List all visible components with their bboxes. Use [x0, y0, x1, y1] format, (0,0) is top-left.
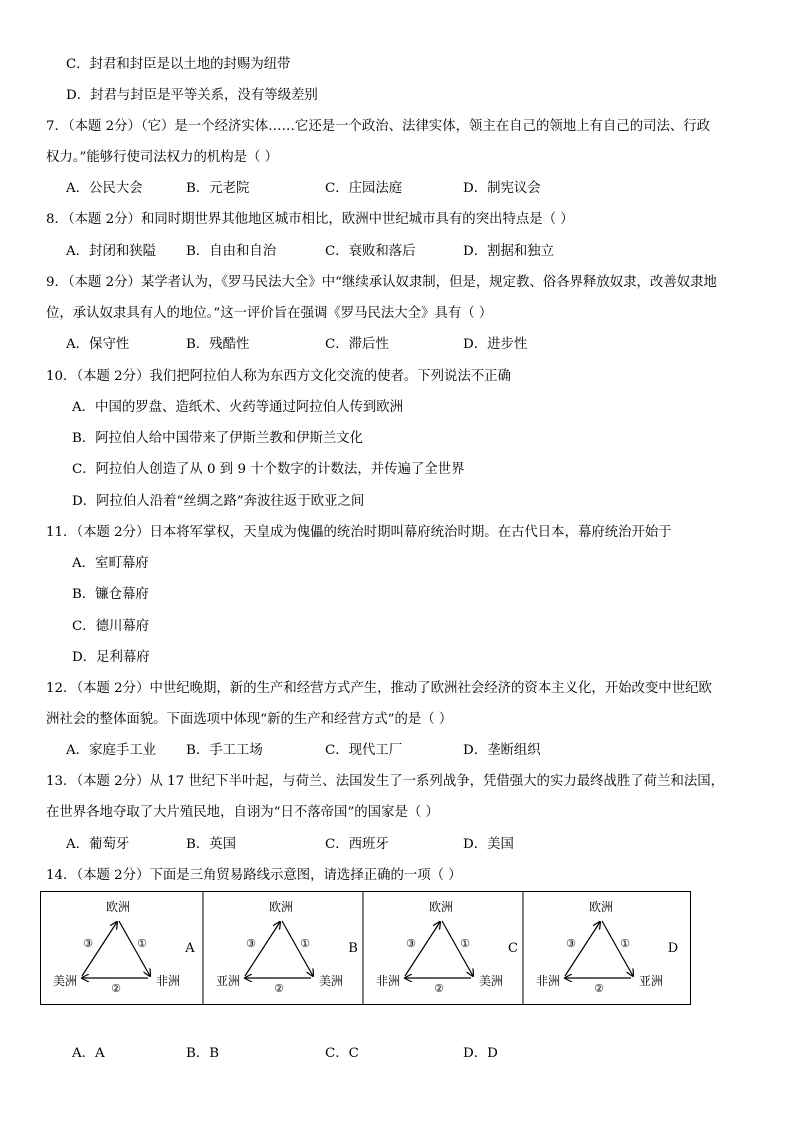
q8-option-d: D．割据和独立 — [463, 244, 555, 259]
q14-option-d: D．D — [463, 1046, 498, 1061]
region-left-label: 亚洲 — [215, 974, 241, 988]
route-mark-3: ③ — [566, 937, 576, 950]
q6-option-c: C．封君和封臣是以土地的封赐为纽带 — [66, 57, 291, 72]
q13-stem-line1: 13．（本题 2分）从 17 世纪下半叶起，与荷兰、法国发生了一系列战争，凭借强大的实力最终战胜了荷兰和法国， — [46, 774, 725, 789]
region-top-label: 欧洲 — [268, 900, 294, 914]
q7-option-d: D．制宪议会 — [463, 181, 541, 196]
route-mark-1: ① — [460, 937, 470, 950]
q13-option-b: B．英国 — [186, 837, 237, 852]
q8-option-b: B．自由和自治 — [186, 244, 277, 259]
q13-option-a: A．葡萄牙 — [66, 837, 130, 852]
region-right-label: 非洲 — [155, 974, 181, 988]
trade-panel-d — [536, 900, 678, 995]
q9-option-a: A．保守性 — [66, 337, 130, 352]
q11-option-c: C．德川幕府 — [72, 619, 150, 634]
trade-panel-b — [216, 900, 358, 995]
region-right-label: 美洲 — [318, 974, 344, 988]
q7-stem-line2: 权力。”能够行使司法权力的机构是（ ） — [46, 150, 279, 165]
q13-stem-line2: 在世界各地夺取了大片殖民地，自诩为“日不落帝国”的国家是（ ） — [46, 805, 439, 820]
route-mark-1: ① — [620, 937, 630, 950]
region-left-label: 美洲 — [52, 974, 78, 988]
q14-stem: 14．（本题 2分）下面是三角贸易路线示意图，请选择正确的一项（ ） — [46, 868, 462, 883]
q11-option-a: A．室町幕府 — [72, 556, 149, 571]
q9-option-b: B．残酷性 — [186, 337, 250, 352]
region-right-label: 亚洲 — [638, 974, 664, 988]
q10-stem: 10．（本题 2分）我们把阿拉伯人称为东西方文化交流的使者。下列说法不正确 — [46, 369, 512, 384]
route-mark-1: ① — [300, 937, 310, 950]
trade-panel-a — [53, 900, 195, 995]
q11-option-b: B．镰仓幕府 — [72, 587, 149, 602]
q8-option-a: A．封闭和狭隘 — [66, 244, 157, 259]
panel-letter: B — [348, 941, 358, 956]
q10-option-a: A．中国的罗盘、造纸术、火药等通过阿拉伯人传到欧洲 — [72, 400, 404, 415]
region-right-label: 美洲 — [478, 974, 504, 988]
panel-letter: D — [667, 941, 679, 956]
q11-option-d: D．足利幕府 — [72, 650, 150, 665]
route-mark-2: ② — [594, 982, 604, 995]
region-top-label: 欧洲 — [588, 900, 614, 914]
route-mark-3: ③ — [83, 937, 93, 950]
q8-option-c: C．衰败和落后 — [325, 244, 416, 259]
region-left-label: 非洲 — [375, 974, 401, 988]
q14-option-c: C．C — [325, 1046, 359, 1061]
q6-option-d: D．封君与封臣是平等关系，没有等级差别 — [66, 88, 318, 103]
route-mark-2: ② — [434, 982, 444, 995]
route-mark-1: ① — [137, 937, 147, 950]
q12-option-c: C．现代工厂 — [325, 743, 403, 758]
q9-option-d: D．进步性 — [463, 337, 528, 352]
route-mark-2: ② — [111, 982, 121, 995]
route-mark-3: ③ — [246, 937, 256, 950]
q9-stem-line1: 9．（本题 2分）某学者认为，《罗马民法大全》中“继续承认奴隶制，但是，规定教、俗各界释放奴隶，改善奴隶地 — [46, 275, 717, 290]
region-top-label: 欧洲 — [105, 900, 131, 914]
q12-stem-line1: 12．（本题 2分）中世纪晚期，新的生产和经营方式产生，推动了欧洲社会经济的资本主义化，开始改变中世纪欧 — [46, 681, 712, 696]
q12-option-a: A．家庭手工业 — [66, 743, 157, 758]
q9-stem-line2: 位，承认奴隶具有人的地位。”这一评价旨在强调《罗马民法大全》具有（ ） — [46, 306, 493, 321]
q10-option-d: D．阿拉伯人沿着“丝绸之路”奔波往返于欧亚之间 — [72, 494, 365, 509]
triangle-trade-figure — [40, 891, 691, 1005]
q12-option-d: D．垄断组织 — [463, 743, 541, 758]
q7-option-a: A．公民大会 — [66, 181, 143, 196]
region-left-label: 非洲 — [535, 974, 561, 988]
q7-option-c: C．庄园法庭 — [325, 181, 403, 196]
region-top-label: 欧洲 — [428, 900, 454, 914]
q7-option-b: B．元老院 — [186, 181, 250, 196]
q14-option-b: B．B — [186, 1046, 220, 1061]
q13-option-c: C．西班牙 — [325, 837, 389, 852]
q13-option-d: D．美国 — [463, 837, 514, 852]
q8-stem: 8．（本题 2分）和同时期世界其他地区城市相比，欧洲中世纪城市具有的突出特点是（ ） — [46, 212, 574, 227]
q7-stem-line1: 7．（本题 2分）（它）是一个经济实体……它还是一个政治、法律实体，领主在自己的领地上有自己的司法、行政 — [46, 119, 711, 134]
trade-panel-c — [376, 900, 518, 995]
q10-option-c: C．阿拉伯人创造了从 0 到 9 十个数字的计数法，并传遍了全世界 — [72, 462, 465, 477]
q12-stem-line2: 洲社会的整体面貌。下面选项中体现“新的生产和经营方式”的是（ ） — [46, 712, 453, 727]
q14-option-a: A．A — [72, 1046, 105, 1061]
q9-option-c: C．滞后性 — [325, 337, 389, 352]
panel-letter: A — [185, 941, 195, 956]
route-mark-3: ③ — [406, 937, 416, 950]
panel-letter: C — [508, 941, 518, 956]
route-mark-2: ② — [274, 982, 284, 995]
q10-option-b: B．阿拉伯人给中国带来了伊斯兰教和伊斯兰文化 — [72, 431, 364, 446]
q12-option-b: B．手工工场 — [186, 743, 263, 758]
q11-stem: 11．（本题 2分）日本将军掌权，天皇成为傀儡的统治时期叫幕府统治时期。在古代日本，幕府统治开始于 — [46, 525, 672, 540]
